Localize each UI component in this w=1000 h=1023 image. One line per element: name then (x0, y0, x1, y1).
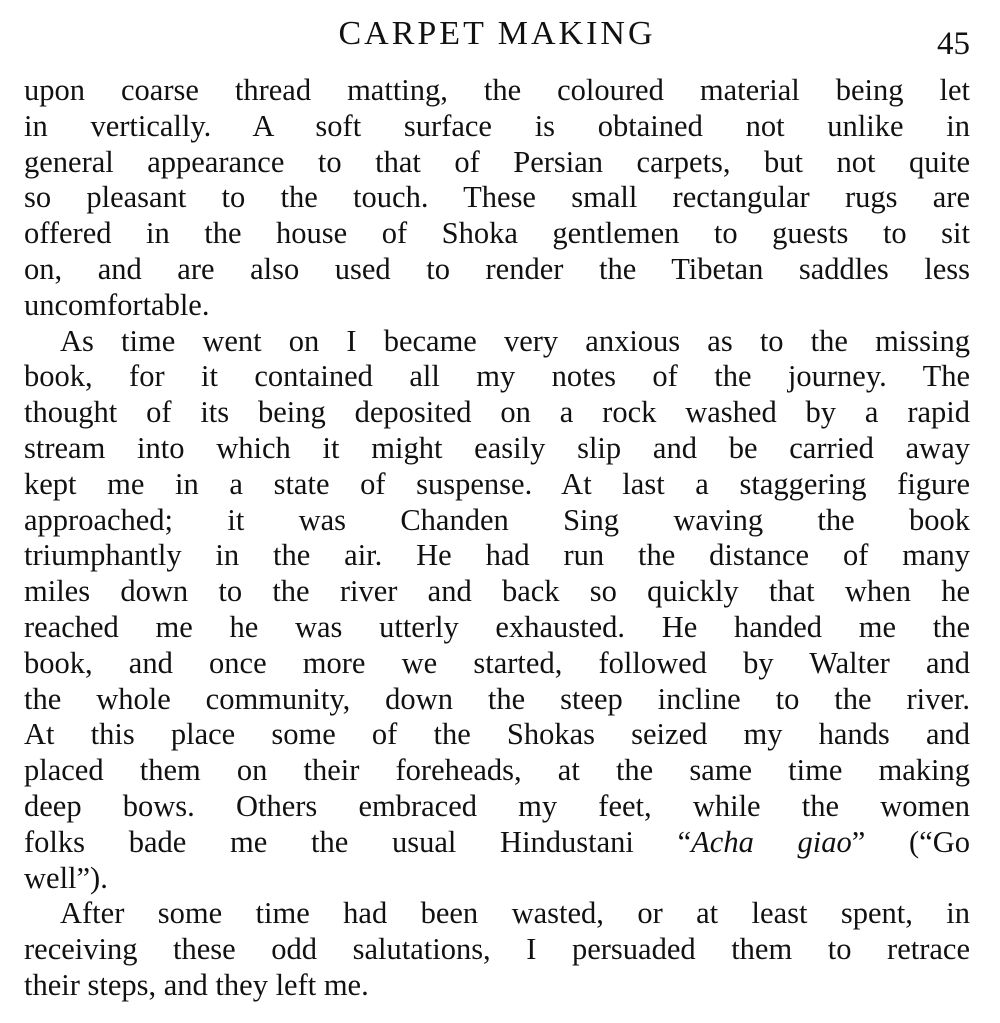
paragraph-1 (24, 73, 970, 324)
text-line: their steps, and they left me. (24, 967, 369, 1002)
text-line: deep bows. Others embraced my feet, while the women (24, 788, 970, 823)
text-line: reached me he was utterly exhausted. He handed me the (24, 609, 970, 644)
text-line: placed them on their foreheads, at the same time making (24, 753, 970, 788)
text-line: miles down to the river and back so quickly that when he (24, 574, 970, 609)
text-line: book, and once more we started, followed by Walter and (24, 645, 970, 680)
page-number: 45 (937, 26, 970, 62)
text-segment: folks bade me the usual Hindustani “ (24, 824, 692, 859)
paragraph-3 (24, 896, 970, 1003)
text-line: receiving these odd salutations, I persuaded them to retrace (24, 932, 970, 967)
running-head: CARPET MAKING (338, 15, 656, 52)
text-line: book, for it contained all my notes of the journey. The (24, 359, 970, 394)
text-line-with-italic (24, 825, 970, 861)
text-line: the whole community, down the steep incline to the river. (24, 681, 970, 716)
text-line: thought of its being deposited on a rock washed by a rapid (24, 395, 970, 430)
text-line: kept me in a state of suspense. At last a staggering figure (24, 466, 970, 501)
text-line: As time went on I became very anxious as to the missing (60, 323, 970, 358)
text-segment: ” (“Go (851, 824, 970, 859)
text-line: well”). (24, 860, 108, 895)
page-header (24, 8, 970, 62)
text-line: triumphantly in the air. He had run the distance of many (24, 538, 970, 573)
italic-phrase: Acha giao (691, 824, 852, 859)
text-line: At this place some of the Shokas seized my hands and (24, 717, 970, 752)
text-line: so pleasant to the touch. These small rectangular rugs are (24, 180, 970, 215)
body-text (24, 73, 970, 1004)
text-line: After some time had been wasted, or at least spent, in (60, 896, 970, 931)
text-line: offered in the house of Shoka gentlemen to guests to sit (24, 216, 970, 251)
text-line: in vertically. A soft surface is obtained not unlike in (24, 108, 970, 143)
text-line: stream into which it might easily slip and be carried away (24, 430, 970, 465)
text-line: approached; it was Chanden Sing waving the book (24, 502, 970, 537)
paragraph-2 (24, 324, 970, 897)
text-line: on, and are also used to render the Tibetan saddles less (24, 251, 970, 286)
text-line: general appearance to that of Persian carpets, but not quite (24, 144, 970, 179)
text-line: uncomfortable. (24, 287, 210, 322)
text-line: upon coarse thread matting, the coloured material being let (24, 73, 970, 107)
